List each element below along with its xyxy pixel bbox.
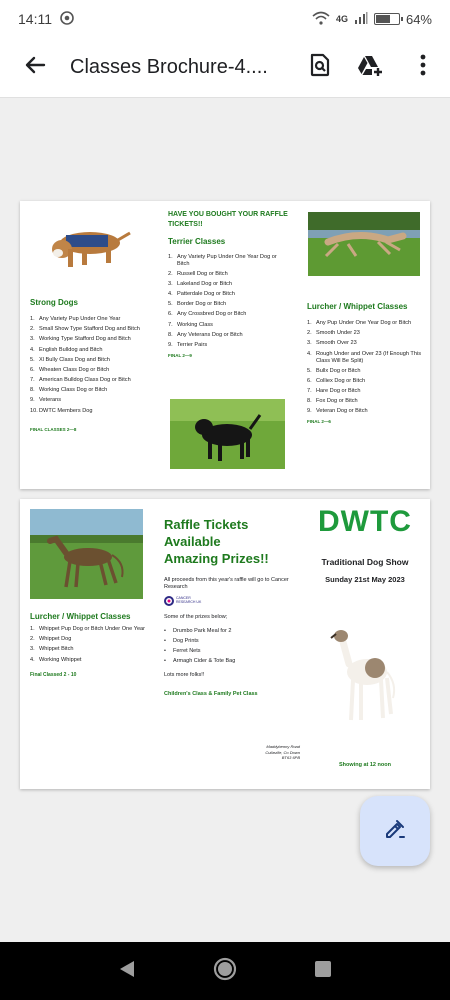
address-block — [238, 744, 300, 761]
list-item: 1. Any Pup Under One Year Dog or Bitch — [307, 320, 412, 326]
lurcher-running-image — [308, 212, 420, 276]
battery-icon — [374, 13, 400, 25]
list-item: 7. Hare Dog or Bitch — [307, 388, 361, 395]
raffle-title-3: Amazing Prizes!! — [164, 550, 269, 566]
proceeds-text: All proceeds from this year's raffle will go to Cancer Research — [164, 576, 289, 591]
list-item: 1. Any Variety Pup Under One Year Dog or Bitch — [168, 253, 277, 267]
status-bar — [0, 0, 450, 38]
clock: 14:11 — [18, 11, 52, 27]
wifi-icon — [312, 11, 330, 28]
strong-dogs-list — [30, 316, 160, 415]
list-item: • Drumbo Park Meal for 2 — [164, 628, 294, 634]
document-title: Classes Brochure-4.... — [70, 56, 268, 78]
navigation-bar — [0, 942, 450, 1000]
whippet-image — [325, 614, 405, 729]
raffle-title-2: Available — [164, 533, 221, 549]
dwtc-title: DWTC — [318, 505, 412, 538]
list-item: 3. Working Type Stafford Dog and Bitch — [30, 336, 131, 343]
list-item: 2. Small Show Type Stafford Dog and Bitch — [30, 326, 140, 333]
strong-dogs-heading: Strong Dogs — [30, 298, 78, 307]
list-item: 3. Whippet Bitch — [30, 646, 74, 653]
nav-home-icon[interactable] — [213, 957, 237, 986]
raffle-question: HAVE YOU BOUGHT YOUR RAFFLE TICKETS!! — [168, 211, 288, 228]
list-item: 1. Whippet Pup Dog or Bitch Under One Year — [30, 626, 146, 632]
back-button[interactable] — [0, 38, 70, 98]
whippet-classes-list — [30, 626, 155, 664]
signal-icon — [354, 11, 368, 28]
nav-recents-icon[interactable] — [314, 960, 332, 983]
battery-percent: 64% — [405, 11, 432, 27]
chrome-icon — [60, 11, 74, 28]
drive-add-icon — [357, 54, 383, 81]
find-in-document-button[interactable] — [295, 38, 345, 98]
list-item: 5. Xl Bully Class Dog and Bitch — [30, 356, 110, 363]
list-item: 7. American Bulldog Class Dog or Bitch — [30, 377, 131, 384]
list-item: 2. Whippet Dog — [30, 636, 72, 643]
list-item: 5. Border Dog or Bitch — [168, 301, 227, 308]
final-classes-label: FINAL 2—6 — [307, 418, 331, 424]
final-classes-label: FINAL CLASSES 2—8 — [30, 426, 77, 432]
list-item: 9. Terrier Pairs — [168, 341, 208, 348]
address-line: BT63 6PB — [281, 755, 300, 761]
list-item: 2. Smooth Under 23 — [307, 330, 360, 337]
list-item: 7. Working Class — [168, 321, 213, 328]
edit-pen-icon — [383, 817, 407, 846]
list-item: 5. Bullx Dog or Bitch — [307, 367, 361, 374]
more-vert-icon — [420, 54, 426, 81]
show-title: Traditional Dog Show — [321, 557, 409, 567]
lurcher-standing-image — [30, 509, 143, 599]
more-prizes-text: Lots more folks!! — [164, 671, 205, 678]
terrier-dog-image — [170, 399, 285, 469]
list-item: • Armagh Cider & Tote Bag — [164, 658, 294, 664]
list-item: 1. Any Variety Pup Under One Year — [30, 316, 121, 322]
list-item: 6. Wheaten Class Dog or Bitch — [30, 366, 110, 373]
final-classes-label: Final Classed 2 - 10 — [30, 671, 77, 678]
list-item: 2. Russell Dog or Bitch — [168, 270, 228, 277]
list-item: 4. Patterdale Dog or Bitch — [168, 291, 235, 298]
list-item: 8. Any Veterans Dog or Bitch — [168, 331, 243, 338]
strong-dog-image — [38, 215, 133, 270]
add-to-drive-button[interactable] — [345, 38, 395, 98]
list-item: 10. DWTC Members Dog — [30, 407, 93, 414]
prizes-intro: Some of the prizes below; — [164, 613, 228, 620]
terrier-classes-list — [168, 254, 288, 349]
list-item: 3. Smooth Over 23 — [307, 340, 357, 347]
list-item: • Dog Prints — [164, 638, 294, 644]
show-date: Sunday 21st May 2023 — [325, 575, 405, 584]
list-item: 4. Rough Under and Over 23 (If Enough This Class Will Be Split) — [307, 350, 421, 364]
lurcher-whippet-list — [307, 320, 423, 415]
nav-back-icon[interactable] — [118, 959, 136, 984]
list-item: 6. Any Crossbred Dog or Bitch — [168, 311, 247, 318]
list-item: 8. Fox Dog or Bitch — [307, 398, 358, 405]
list-item: 8. Working Class Dog or Bitch — [30, 387, 108, 394]
list-item: 4. Working Whippet — [30, 656, 82, 663]
search-document-icon — [309, 53, 331, 82]
list-item: 9. Veterans — [30, 397, 62, 404]
list-item: • Ferret Nets — [164, 648, 294, 654]
list-item: 6. Colliex Dog or Bitch — [307, 377, 366, 384]
cancer-research-logo: CANCER RESEARCH UK — [164, 596, 294, 606]
childrens-class-text: Children's Class & Family Pet Class — [164, 690, 258, 697]
pdf-page-2[interactable] — [20, 499, 430, 789]
raffle-title-1: Raffle Tickets — [164, 517, 249, 532]
address-line: Maddybenny Road — [266, 744, 300, 749]
list-item: 3. Lakeland Dog or Bitch — [168, 280, 233, 287]
prizes-list — [164, 628, 294, 664]
app-bar — [0, 38, 450, 98]
edit-button[interactable] — [360, 796, 430, 866]
more-options-button[interactable] — [395, 38, 450, 98]
lurcher-whippet-heading: Lurcher / Whippet Classes — [307, 302, 408, 311]
final-classes-label: FINAL 2—9 — [168, 352, 192, 358]
back-arrow-icon — [24, 54, 46, 81]
address-line: Cullaville, Co Down — [265, 749, 300, 755]
pdf-page-1[interactable] — [20, 201, 430, 489]
list-item: 4. English Bulldog and Bitch — [30, 346, 103, 353]
lurcher-whippet-heading-2: Lurcher / Whippet Classes — [30, 612, 131, 621]
network-label: 4G — [335, 14, 348, 24]
list-item: 9. Veteran Dog or Bitch — [307, 408, 368, 415]
showing-time: Showing at 12 noon — [339, 762, 391, 768]
terrier-classes-heading: Terrier Classes — [168, 236, 226, 246]
